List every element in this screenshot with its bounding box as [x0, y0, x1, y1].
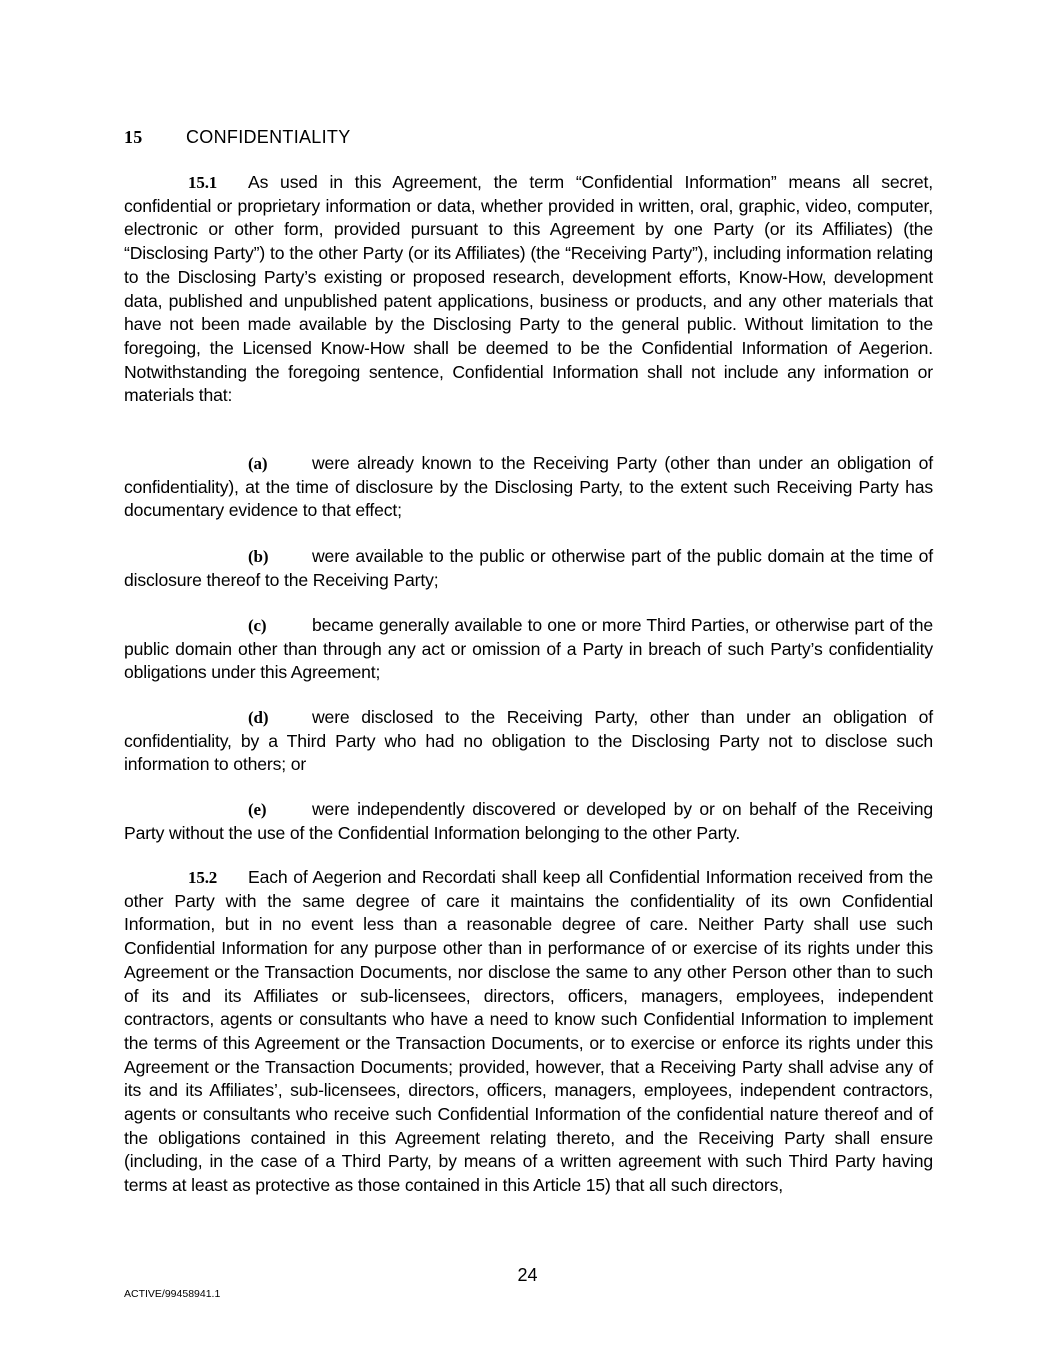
clause-label: (c) — [248, 616, 267, 635]
clause-text: became generally available to one or more Third Parties, or otherwise part of the public domain other than through any act or omission of a Party in breach of such Party’s confidentiality obligations under this Agreement; — [124, 615, 933, 683]
section-title: CONFIDENTIALITY — [186, 127, 351, 147]
section-heading — [124, 126, 351, 148]
document-id: ACTIVE/99458941.1 — [124, 1288, 221, 1300]
clause-label: (d) — [248, 708, 269, 727]
paragraph-text: Each of Aegerion and Recordati shall keep all Confidential Information received from the other Party with the same degree of care it maintains the confidentiality of its own Confidential Information, but in no event less than a reasonable degree of care. Neither Party shall use such Confidential Information for any purpose other than in performance of or exercise of its rights under this Agreement or the Transaction Documents, nor disclose the same to any other Person other than to such of its and its Affiliates or sub-licensees, directors, officers, managers, employees, independent contractors, agents or consultants who have a need to know such Confidential Information to implement the terms of this Agreement or the Transaction Documents, or to exercise or enforce its rights under this Agreement or the Transaction Documents; provided, however, that a Receiving Party shall advise any of its and its Affiliates’, sub-licensees, directors, officers, managers, employees, independent contractors, agents or consultants who receive such Confidential Information of the confidential nature thereof and of the obligations contained in this Agreement relating thereto, and the Receiving Party shall ensure (including, in the case of a Third Party, by means of a written agreement with such Third Party having terms at least as protective as those contained in this Article 15) that all such directors, — [124, 867, 933, 1196]
clause-text: were independently discovered or developed by or on behalf of the Receiving Party without the use of the Confidential Information belonging to the other Party. — [124, 799, 933, 843]
paragraph-label: 15.1 — [188, 173, 218, 192]
clause-text: were disclosed to the Receiving Party, other than under an obligation of confidentiality, by a Third Party who had no obligation to the Disclosing Party not to disclose such information to others; or — [124, 707, 933, 775]
clause-text: were available to the public or otherwise part of the public domain at the time of disclosure thereof to the Receiving Party; — [124, 546, 933, 590]
clause-e — [124, 798, 933, 845]
clause-text: were already known to the Receiving Party (other than under an obligation of confidentiality), at the time of disclosure by the Disclosing Party, to the extent such Receiving Party has documentary evidence to that effect; — [124, 453, 933, 521]
section-number: 15 — [124, 127, 143, 147]
clause-b — [124, 545, 933, 592]
clause-d — [124, 706, 933, 777]
clause-label: (e) — [248, 800, 267, 819]
page-number: 24 — [517, 1265, 538, 1285]
clause-a — [124, 452, 933, 523]
clause-label: (b) — [248, 547, 269, 566]
paragraph-15-1 — [124, 171, 933, 408]
paragraph-label: 15.2 — [188, 868, 218, 887]
paragraph-15-2 — [124, 866, 933, 1198]
clause-label: (a) — [248, 454, 268, 473]
paragraph-text: As used in this Agreement, the term “Confidential Information” means all secret, confidential or proprietary information or data, whether provided in written, oral, graphic, video, computer, electronic or other form, provided pursuant to this Agreement by one Party (or its Affiliates) (the “Disclosing Party”) to the other Party (or its Affiliates) (the “Receiving Party”), including information relating to the Disclosing Party’s existing or proposed research, development efforts, Know-How, development data, published and unpublished patent applications, business or products, and any other materials that have not been made available by the Disclosing Party to the general public. Without limitation to the foregoing, the Licensed Know-How shall be deemed to be the Confidential Information of Aegerion. Notwithstanding the foregoing sentence, Confidential Information shall not include any information or materials that: — [124, 172, 933, 406]
clause-c — [124, 614, 933, 685]
